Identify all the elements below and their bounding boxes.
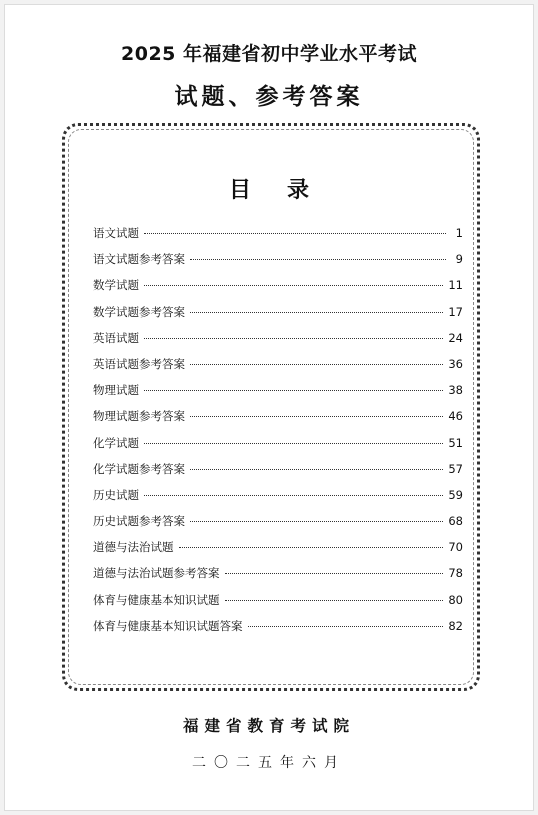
toc-entry[interactable]	[93, 487, 463, 513]
toc-entry-label: 历史试题参考答案	[93, 514, 185, 529]
toc-entry-page: 68	[448, 514, 463, 529]
toc-entry-page: 70	[448, 540, 463, 555]
toc-leader-dots	[190, 259, 446, 260]
toc-entry-page: 51	[448, 435, 463, 450]
toc-leader-dots	[225, 600, 444, 601]
toc-leader-dots	[144, 338, 443, 339]
toc-entry-label: 英语试题	[93, 330, 139, 345]
toc-entry-label: 道德与法治试题参考答案	[93, 566, 220, 581]
document-page	[4, 4, 534, 811]
table-of-contents	[93, 225, 463, 644]
toc-entry-page: 59	[448, 487, 463, 502]
publish-date: 二〇二五年六月	[192, 755, 346, 771]
toc-leader-dots	[190, 469, 443, 470]
toc-entry[interactable]	[93, 356, 463, 382]
toc-entry[interactable]	[93, 382, 463, 408]
document-subtitle: 试题、参考答案	[174, 84, 364, 110]
toc-entry-page: 11	[448, 278, 463, 293]
toc-entry-label: 化学试题	[93, 435, 139, 450]
toc-leader-dots	[144, 233, 446, 234]
toc-entry-label: 体育与健康基本知识试题	[93, 592, 220, 607]
toc-entry-label: 语文试题参考答案	[93, 252, 185, 267]
toc-entry-page: 57	[448, 461, 463, 476]
toc-leader-dots	[190, 312, 443, 313]
toc-entry-label: 化学试题参考答案	[93, 461, 185, 476]
toc-entry[interactable]	[93, 513, 463, 539]
toc-entry-page: 1	[455, 226, 463, 240]
toc-entry-page: 38	[448, 383, 463, 398]
toc-entry-page: 78	[448, 566, 463, 581]
toc-leader-dots	[144, 443, 443, 444]
toc-leader-dots	[248, 626, 444, 627]
toc-entry-label: 数学试题参考答案	[93, 304, 185, 319]
toc-entry-page: 80	[448, 592, 463, 607]
toc-entry-page: 9	[455, 252, 463, 267]
toc-entry[interactable]	[93, 435, 463, 461]
toc-leader-dots	[190, 416, 443, 417]
toc-entry-label: 数学试题	[93, 278, 139, 293]
toc-entry-page: 46	[448, 409, 463, 424]
toc-leader-dots	[144, 390, 443, 391]
toc-entry-page: 17	[448, 304, 463, 319]
toc-entry-page: 36	[448, 356, 463, 371]
toc-entry-page: 24	[448, 330, 463, 345]
toc-leader-dots	[179, 547, 444, 548]
toc-entry[interactable]	[93, 304, 463, 330]
toc-heading: 目录	[228, 178, 345, 203]
toc-leader-dots	[190, 521, 443, 522]
toc-entry-label: 历史试题	[93, 487, 139, 502]
toc-entry[interactable]	[93, 408, 463, 434]
toc-leader-dots	[190, 364, 443, 365]
toc-entry[interactable]	[93, 565, 463, 591]
toc-entry-page: 82	[448, 618, 463, 633]
toc-entry[interactable]	[93, 592, 463, 618]
toc-entry[interactable]	[93, 225, 463, 251]
toc-entry[interactable]	[93, 539, 463, 565]
toc-leader-dots	[144, 495, 443, 496]
toc-entry[interactable]	[93, 618, 463, 644]
toc-entry-label: 语文试题	[93, 226, 139, 240]
toc-entry[interactable]	[93, 251, 463, 277]
toc-entry-label: 英语试题参考答案	[93, 356, 185, 371]
toc-entry-label: 物理试题	[93, 383, 139, 398]
toc-leader-dots	[144, 285, 443, 286]
toc-entry-label: 物理试题参考答案	[93, 409, 185, 424]
toc-entry[interactable]	[93, 461, 463, 487]
document-title: 2025 年福建省初中学业水平考试	[121, 43, 417, 65]
toc-entry-label: 体育与健康基本知识试题答案	[93, 618, 243, 633]
toc-entry[interactable]	[93, 277, 463, 303]
toc-leader-dots	[225, 573, 444, 574]
toc-entry[interactable]	[93, 330, 463, 356]
organization-name: 福建省教育考试院	[182, 717, 355, 735]
toc-entry-label: 道德与法治试题	[93, 540, 174, 555]
